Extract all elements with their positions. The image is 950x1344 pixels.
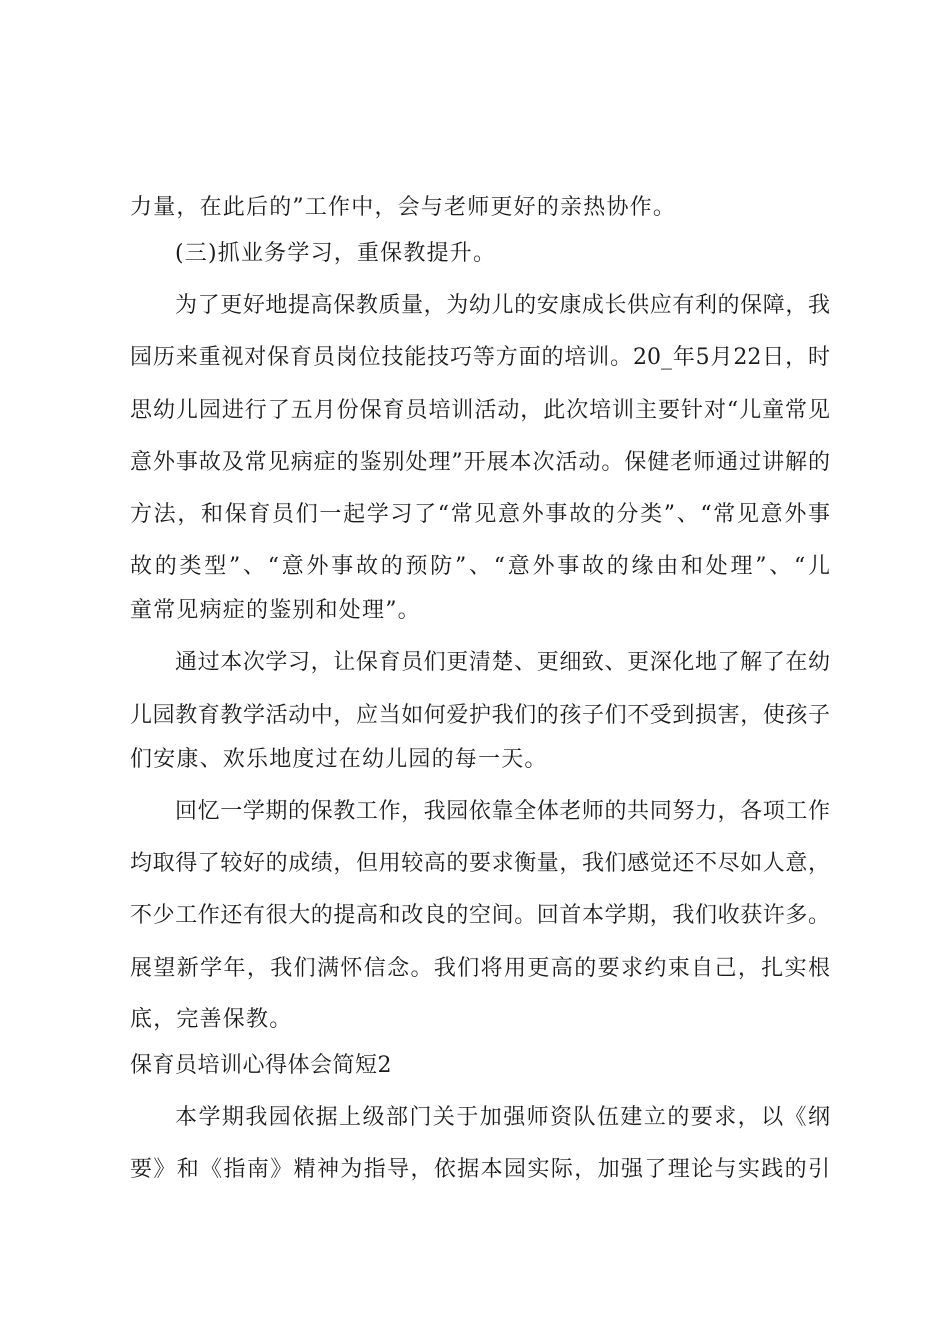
section-heading: (三)抓业务学习，重保教提升。 [175,241,497,266]
text-line: 本学期我园依据上级部门关于加强师资队伍建立的要求，以《纲 [175,1105,830,1130]
text-line: 力量，在此后的”工作中，会与老师更好的亲热协作。 [130,195,677,220]
text-line: 均取得了较好的成绩，但用较高的要求衡量，我们感觉还不尽如人意， [130,851,830,876]
text-line: 方法，和保育员们一起学习了“常见意外事故的分类”、“常见意外事 [130,502,830,527]
text-line: 通过本次学习，让保育员们更清楚、更细致、更深化地了解了在幼 [175,650,830,675]
text-line: 园历来重视对保育员岗位技能技巧等方面的培训。20_年5月22日，时 [130,345,830,370]
text-line: 童常见病症的鉴别和处理”。 [130,598,421,623]
text-line: 要》和《指南》精神为指导，依据本园实际，加强了理论与实践的引 [130,1157,830,1182]
text-line: 为了更好地提高保教质量，为幼儿的安康成长供应有利的保障，我 [175,293,830,318]
text-line: 意外事故及常见病症的鉴别处理”开展本次活动。保健老师通过讲解的 [130,450,830,475]
text-line: 故的类型”、“意外事故的预防”、“意外事故的缘由和处理”、“儿 [130,554,830,579]
text-line: 展望新学年，我们满怀信念。我们将用更高的要求约束自己，扎实根 [130,956,830,981]
text-line: 底，完善保教。 [130,1007,293,1032]
text-line: 思幼儿园进行了五月份保育员培训活动，此次培训主要针对“儿童常见 [130,398,830,423]
text-line: 回忆一学期的保教工作，我园依靠全体老师的共同努力，各项工作 [175,799,830,824]
text-line: 们安康、欢乐地度过在幼儿园的每一天。 [130,747,548,772]
text-line: 儿园教育教学活动中，应当如何爱护我们的孩子们不受到损害，使孩子 [130,703,830,728]
section-title: 保育员培训心得体会简短2 [130,1053,392,1078]
text-line: 不少工作还有很大的提高和改良的空间。回首本学期，我们收获许多。 [130,903,830,928]
